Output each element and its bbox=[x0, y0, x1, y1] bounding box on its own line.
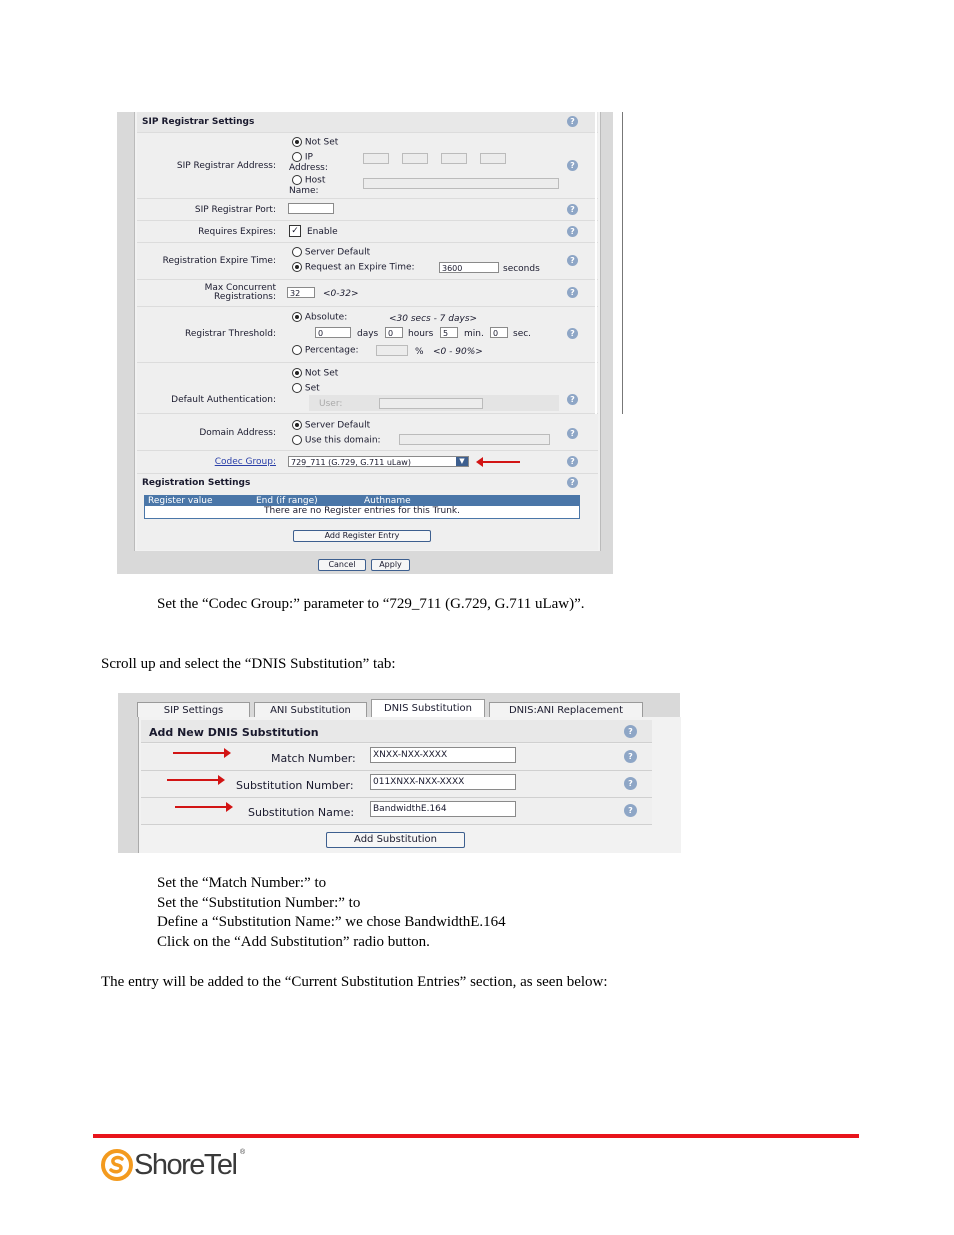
domain-address-label: Domain Address: bbox=[199, 428, 276, 438]
max-concurrent-label-1: Max Concurrent bbox=[204, 283, 276, 293]
substitution-number-input[interactable]: 011XNXX-NXX-XXXX bbox=[370, 774, 516, 790]
dnis-header bbox=[141, 720, 652, 743]
registrar-address-label: SIP Registrar Address: bbox=[176, 161, 276, 171]
sec-unit: sec. bbox=[513, 329, 532, 339]
radio-use-domain[interactable] bbox=[292, 435, 381, 446]
help-icon[interactable]: ? bbox=[624, 725, 637, 738]
auth-user-input[interactable] bbox=[379, 398, 483, 409]
default-auth-label: Default Authentication: bbox=[171, 395, 276, 405]
radio-host[interactable] bbox=[292, 175, 325, 186]
expires-checkbox[interactable]: ✓ bbox=[289, 225, 301, 237]
registrar-threshold-row bbox=[137, 307, 598, 363]
help-icon[interactable]: ? bbox=[624, 777, 637, 790]
max-concurrent-label-2: Registrations: bbox=[214, 292, 276, 302]
requires-expires-label: Requires Expires: bbox=[198, 227, 276, 237]
panel-divider bbox=[622, 112, 623, 414]
sip-registrar-screenshot bbox=[117, 112, 613, 574]
sip-registrar-panel bbox=[134, 112, 601, 551]
expire-unit: seconds bbox=[503, 264, 540, 274]
radio-label: Server Default bbox=[304, 420, 371, 431]
apply-button[interactable]: Apply bbox=[371, 559, 410, 571]
radio-label: Not Set bbox=[304, 137, 339, 148]
auth-user-label: User: bbox=[319, 399, 343, 409]
step-substitution-name: Define a “Substitution Name:” we chose BandwidthE.164 bbox=[157, 914, 506, 930]
registered-mark: ® bbox=[240, 1149, 246, 1156]
radio-auth-set[interactable] bbox=[292, 383, 320, 394]
help-icon[interactable]: ? bbox=[567, 226, 578, 237]
red-arrow-icon bbox=[482, 461, 520, 463]
radio-label: Absolute: bbox=[304, 312, 348, 323]
add-register-entry-button[interactable]: Add Register Entry bbox=[293, 530, 431, 542]
radio-label: Use this domain: bbox=[304, 435, 381, 446]
dnis-screenshot bbox=[118, 693, 680, 853]
expire-time-input[interactable]: 3600 bbox=[439, 262, 499, 273]
col-register-value: Register value bbox=[148, 496, 213, 506]
substitution-name-row bbox=[141, 798, 652, 825]
tab-dnis-ani-replacement[interactable]: DNIS:ANI Replacement bbox=[489, 702, 643, 717]
percent-range: <0 - 90%> bbox=[433, 347, 483, 357]
expires-enable-label: Enable bbox=[307, 227, 338, 237]
domain-input[interactable] bbox=[399, 434, 550, 445]
no-register-entries: There are no Register entries for this Trunk. bbox=[264, 506, 460, 516]
radio-auth-not-set[interactable] bbox=[292, 368, 338, 379]
panel-edge bbox=[595, 112, 597, 414]
help-icon[interactable]: ? bbox=[567, 394, 578, 405]
red-arrow-icon bbox=[167, 779, 219, 781]
min-input[interactable]: 5 bbox=[440, 327, 458, 338]
step-substitution-number: Set the “Substitution Number:” to bbox=[157, 895, 361, 911]
max-concurrent-row bbox=[137, 280, 598, 307]
register-table-header bbox=[144, 495, 580, 506]
section-title: SIP Registrar Settings bbox=[142, 117, 255, 127]
radio-label: Server Default bbox=[304, 247, 371, 258]
help-icon[interactable]: ? bbox=[624, 804, 637, 817]
registrar-address-row bbox=[137, 133, 598, 199]
days-unit: days bbox=[357, 329, 379, 339]
match-number-label: Match Number: bbox=[271, 752, 356, 765]
para-scroll: Scroll up and select the “DNIS Substitution” tab: bbox=[101, 656, 396, 672]
caption-codec: Set the “Codec Group:” parameter to “729_711 (G.729, G.711 uLaw)”. bbox=[157, 596, 585, 612]
ip-octet-3[interactable] bbox=[441, 153, 467, 164]
codec-group-link[interactable]: Codec Group: bbox=[214, 457, 276, 467]
red-arrow-icon bbox=[175, 806, 227, 808]
registrar-port-row bbox=[137, 199, 598, 221]
substitution-number-row bbox=[141, 771, 652, 798]
registration-settings-section bbox=[137, 474, 598, 550]
radio-domain-server-default[interactable] bbox=[292, 420, 370, 431]
registration-settings-title: Registration Settings bbox=[142, 478, 251, 488]
codec-group-select[interactable] bbox=[288, 456, 469, 467]
radio-percentage[interactable] bbox=[292, 345, 359, 356]
help-icon[interactable]: ? bbox=[567, 456, 578, 467]
ip-octet-1[interactable] bbox=[363, 153, 389, 164]
tab-ani-substitution[interactable]: ANI Substitution bbox=[254, 702, 367, 717]
codec-group-value: 729_711 (G.729, G.711 uLaw) bbox=[291, 458, 411, 467]
radio-label: Not Set bbox=[304, 368, 339, 379]
sec-input[interactable]: 0 bbox=[490, 327, 508, 338]
register-table-empty bbox=[144, 506, 580, 519]
substitution-number-label: Substitution Number: bbox=[236, 779, 354, 792]
cancel-button[interactable]: Cancel bbox=[318, 559, 366, 571]
tab-dnis-substitution[interactable]: DNIS Substitution bbox=[371, 699, 485, 717]
match-number-row bbox=[141, 744, 652, 771]
auth-user-box bbox=[309, 395, 559, 411]
radio-ip[interactable] bbox=[292, 152, 313, 163]
hours-unit: hours bbox=[408, 329, 434, 339]
min-unit: min. bbox=[464, 329, 484, 339]
help-icon[interactable]: ? bbox=[567, 160, 578, 171]
host-name-input[interactable] bbox=[363, 178, 559, 189]
help-icon[interactable]: ? bbox=[567, 477, 578, 488]
radio-label: IP bbox=[304, 152, 313, 163]
percent-unit: % bbox=[415, 347, 424, 357]
default-auth-row bbox=[137, 363, 598, 414]
radio-server-default[interactable] bbox=[292, 247, 370, 258]
radio-host-label-2: Name: bbox=[289, 186, 319, 196]
help-icon[interactable]: ? bbox=[624, 750, 637, 763]
ip-octet-2[interactable] bbox=[402, 153, 428, 164]
radio-request-expire[interactable] bbox=[292, 262, 415, 273]
brand-name: ShoreTel bbox=[134, 1149, 237, 1181]
expire-time-label: Registration Expire Time: bbox=[162, 256, 276, 266]
percentage-input[interactable] bbox=[376, 345, 408, 356]
expire-time-row bbox=[137, 243, 598, 280]
shoretel-logo-icon bbox=[101, 1149, 133, 1181]
footer-rule bbox=[93, 1134, 859, 1138]
radio-label: Set bbox=[304, 383, 320, 394]
para-result: The entry will be added to the “Current Substitution Entries” section, as seen below: bbox=[101, 974, 608, 990]
help-icon[interactable]: ? bbox=[567, 328, 578, 339]
sip-registrar-header bbox=[137, 112, 598, 133]
col-end-range: End (if range) bbox=[256, 496, 318, 506]
help-icon[interactable]: ? bbox=[567, 428, 578, 439]
help-icon[interactable]: ? bbox=[567, 287, 578, 298]
radio-absolute[interactable] bbox=[292, 312, 347, 323]
radio-not-set[interactable] bbox=[292, 137, 338, 148]
registrar-port-input[interactable] bbox=[288, 203, 334, 214]
hours-input[interactable]: 0 bbox=[385, 327, 403, 338]
add-substitution-button[interactable]: Add Substitution bbox=[326, 832, 465, 848]
help-icon[interactable]: ? bbox=[567, 204, 578, 215]
max-concurrent-range: <0-32> bbox=[323, 289, 359, 299]
requires-expires-row bbox=[137, 221, 598, 243]
tab-sip-settings[interactable]: SIP Settings bbox=[137, 702, 250, 717]
red-arrow-icon bbox=[173, 752, 225, 754]
match-number-input[interactable]: XNXX-NXX-XXXX bbox=[370, 747, 516, 763]
codec-group-row bbox=[137, 451, 598, 474]
absolute-range: <30 secs - 7 days> bbox=[389, 314, 478, 324]
domain-address-row bbox=[137, 414, 598, 451]
ip-octet-4[interactable] bbox=[480, 153, 506, 164]
registrar-threshold-label: Registrar Threshold: bbox=[185, 329, 276, 339]
days-input[interactable]: 0 bbox=[315, 327, 351, 338]
help-icon[interactable]: ? bbox=[567, 116, 578, 127]
col-authname: Authname bbox=[364, 496, 411, 506]
radio-ip-label-2: Address: bbox=[289, 163, 328, 173]
dnis-title: Add New DNIS Substitution bbox=[149, 726, 319, 739]
max-concurrent-input[interactable]: 32 bbox=[287, 287, 315, 298]
radio-label: Host bbox=[304, 175, 326, 186]
help-icon[interactable]: ? bbox=[567, 255, 578, 266]
registrar-port-label: SIP Registrar Port: bbox=[194, 205, 276, 215]
dnis-panel bbox=[138, 717, 681, 853]
step-match-number: Set the “Match Number:” to bbox=[157, 875, 327, 891]
radio-label: Request an Expire Time: bbox=[304, 262, 415, 273]
step-add-substitution: Click on the “Add Substitution” radio button. bbox=[157, 934, 430, 950]
substitution-name-label: Substitution Name: bbox=[248, 806, 355, 819]
substitution-name-input[interactable]: BandwidthE.164 bbox=[370, 801, 516, 817]
radio-label: Percentage: bbox=[304, 345, 359, 356]
chevron-down-icon[interactable]: ▼ bbox=[456, 457, 468, 466]
